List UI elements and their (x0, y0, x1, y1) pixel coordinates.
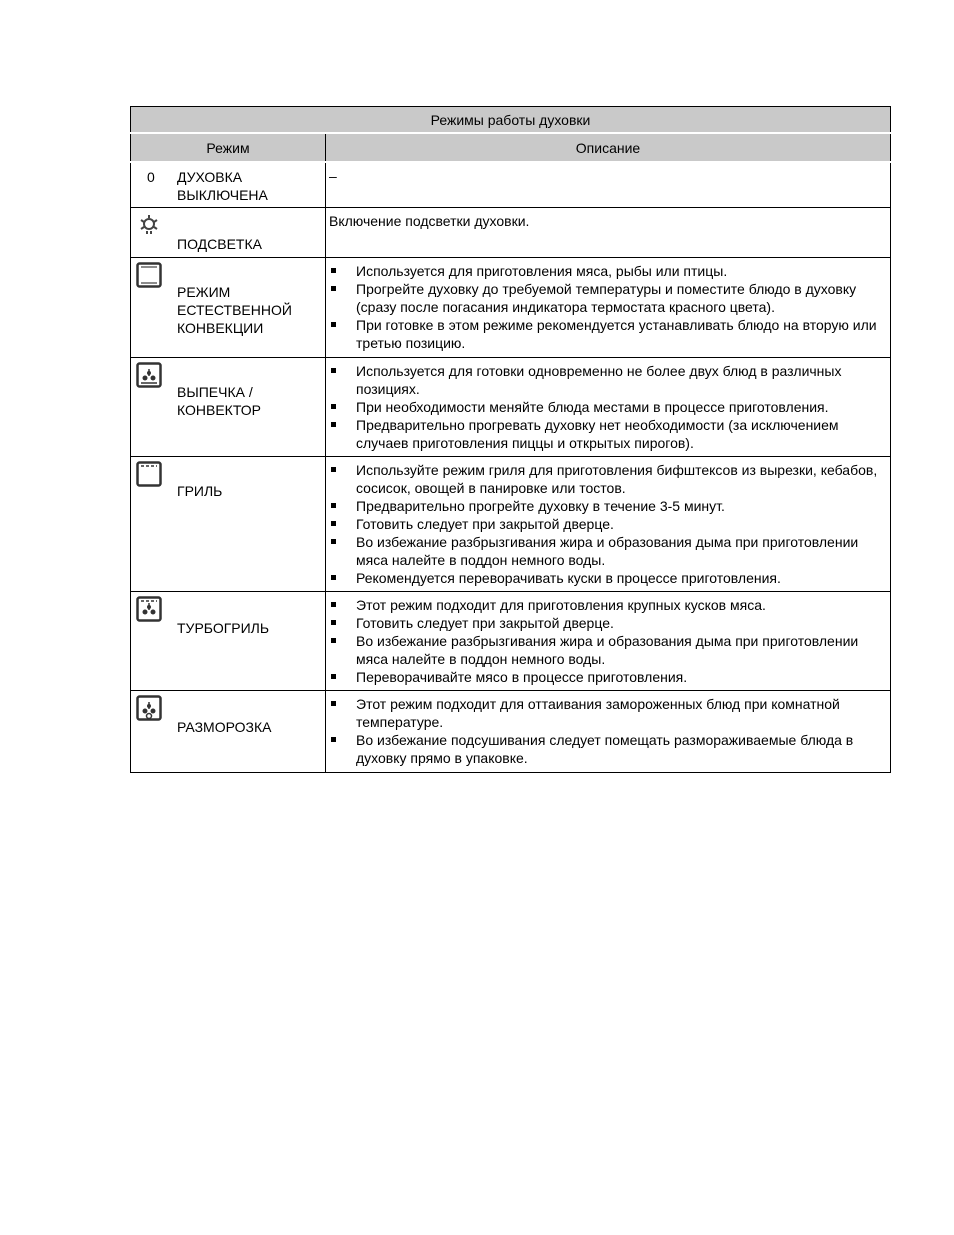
lamp-icon (136, 212, 162, 238)
description-list (329, 461, 887, 587)
description-list (329, 695, 887, 767)
description-item: Готовить следует при закрытой дверце. (329, 614, 887, 632)
table-row (131, 690, 891, 772)
grill-icon (136, 461, 162, 487)
description-list (329, 362, 887, 452)
mode-label: ГРИЛЬ (177, 482, 223, 499)
mode-number: 0 (147, 169, 155, 185)
description-cell (326, 162, 891, 207)
oven-modes-table (130, 106, 891, 773)
description-item: Готовить следует при закрытой дверце. (329, 515, 887, 533)
description-item: Предварительно прогрейте духовку в течение 3-5 минут. (329, 497, 887, 515)
table-row (131, 591, 891, 690)
description-item: При готовке в этом режиме рекомендуется устанавливать блюдо на вторую или третью позицию. (329, 316, 887, 352)
description-item: Во избежание подсушивания следует помещать размораживаемые блюда в духовку прямо в упаковке. (329, 731, 887, 767)
column-header-description: Описание (326, 133, 891, 162)
top-bottom-heat-icon (136, 262, 162, 288)
description-item: Используется для приготовления мяса, рыбы или птицы. (329, 262, 887, 280)
description-item: Используется для готовки одновременно не более двух блюд в различных позициях. (329, 362, 887, 398)
mode-label: ТУРБОГРИЛЬ (177, 619, 270, 636)
description-item: Во избежание разбрызгивания жира и образования дыма при приготовлении мяса налейте в поддон немного воды. (329, 533, 887, 569)
mode-label: ДУХОВКА ВЫКЛЮЧЕНА (177, 169, 268, 203)
mode-label: РЕЖИМ ЕСТЕСТВЕННОЙ КОНВЕКЦИИ (177, 283, 292, 336)
description-cell (326, 456, 891, 591)
mode-cell (131, 591, 326, 690)
description-item: Используйте режим гриля для приготовления бифштексов из вырезки, кебабов, сосисок, овощей в панировке или тостов. (329, 461, 887, 497)
description-cell (326, 207, 891, 257)
description-cell (326, 591, 891, 690)
description-list (329, 262, 887, 352)
mode-cell (131, 357, 326, 456)
description-item: Во избежание разбрызгивания жира и образования дыма при приготовлении мяса налейте в поддон немного воды. (329, 632, 887, 668)
mode-label: ВЫПЕЧКА / КОНВЕКТОР (177, 383, 261, 418)
mode-cell (131, 690, 326, 772)
mode-label: РАЗМОРОЗКА (177, 718, 272, 735)
description-item: Этот режим подходит для приготовления крупных кусков мяса. (329, 596, 887, 614)
description-item: При необходимости меняйте блюда местами в процессе приготовления. (329, 398, 887, 416)
mode-label: ПОДСВЕТКА (177, 235, 262, 252)
description-text: – (329, 168, 337, 184)
table-row (131, 207, 891, 257)
description-cell (326, 690, 891, 772)
description-item: Этот режим подходит для оттаивания замороженных блюд при комнатной температуре. (329, 695, 887, 731)
table-row (131, 257, 891, 357)
defrost-icon (136, 695, 162, 721)
description-cell (326, 357, 891, 456)
fan-bottom-heat-icon (136, 362, 162, 388)
description-item: Прогрейте духовку до требуемой температуры и поместите блюдо в духовку (сразу после погасания индикатора термостата красного цвета). (329, 280, 887, 316)
table-row (131, 456, 891, 591)
mode-cell (131, 162, 326, 207)
mode-cell (131, 207, 326, 257)
description-item: Переворачивайте мясо в процессе приготовления. (329, 668, 887, 686)
table-row (131, 162, 891, 207)
description-list (329, 596, 887, 686)
table-title: Режимы работы духовки (131, 107, 891, 134)
table-row (131, 357, 891, 456)
turbo-grill-icon (136, 596, 162, 622)
mode-cell (131, 456, 326, 591)
column-header-mode: Режим (131, 133, 326, 162)
description-text: Включение подсветки духовки. (329, 212, 530, 229)
mode-cell (131, 257, 326, 357)
description-item: Рекомендуется переворачивать куски в процессе приготовления. (329, 569, 887, 587)
description-item: Предварительно прогревать духовку нет необходимости (за исключением случаев приготовления пиццы и открытых пирогов). (329, 416, 887, 452)
description-cell (326, 257, 891, 357)
